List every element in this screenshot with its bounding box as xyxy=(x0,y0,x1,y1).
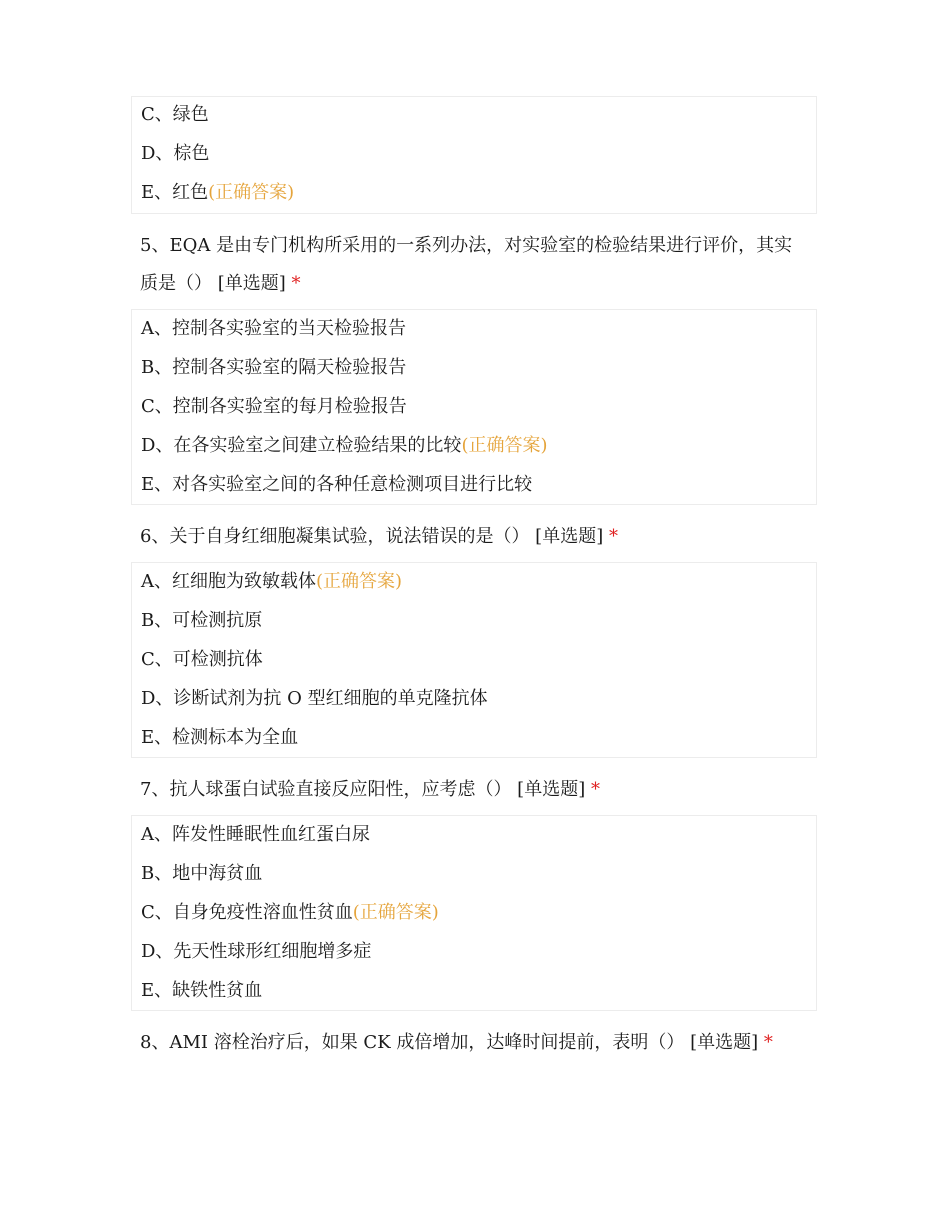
correct-answer-marker: (正确答案) xyxy=(316,571,403,592)
q7-option-b xyxy=(141,862,262,886)
required-marker: * xyxy=(590,779,600,800)
q5-option-e xyxy=(141,473,532,497)
option-text: A、控制各实验室的当天检验报告 xyxy=(141,318,406,339)
question-text: 5、EQA 是由专门机构所采用的一系列办法，对实验室的检验结果进行评价，其实 xyxy=(140,235,793,256)
q7-option-e xyxy=(141,979,262,1003)
q4-options-box xyxy=(131,96,817,214)
option-text: D、棕色 xyxy=(141,143,210,164)
option-text: C、自身免疫性溶血性贫血 xyxy=(141,902,353,923)
q7-options-box xyxy=(131,815,817,1011)
option-text: C、绿色 xyxy=(141,104,209,125)
correct-answer-marker: (正确答案) xyxy=(352,902,439,923)
q6-title xyxy=(140,525,815,549)
option-text: E、对各实验室之间的各种任意检测项目进行比较 xyxy=(141,474,533,495)
question-text: 7、抗人球蛋白试验直接反应阳性，应考虑（） [单选题] xyxy=(140,779,586,800)
q6-option-b xyxy=(141,609,262,633)
option-text: A、红细胞为致敏载体 xyxy=(141,571,316,592)
q6-option-a xyxy=(141,570,402,594)
question-text: 质是（） [单选题] xyxy=(140,273,286,294)
q4-option-e xyxy=(141,181,294,205)
q6-options-box xyxy=(131,562,817,758)
required-marker: * xyxy=(608,526,618,547)
q6-option-e xyxy=(141,726,298,750)
q5-options-box xyxy=(131,309,817,505)
q5-option-b xyxy=(141,356,406,380)
option-text: B、可检测抗原 xyxy=(141,610,263,631)
q5-option-a xyxy=(141,317,406,341)
question-text: 8、AMI 溶栓治疗后，如果 CK 成倍增加，达峰时间提前，表明（） [单选题] xyxy=(140,1032,759,1053)
option-text: A、阵发性睡眠性血红蛋白尿 xyxy=(141,824,370,845)
q6-option-c xyxy=(141,648,263,672)
option-text: E、检测标本为全血 xyxy=(141,727,299,748)
q7-option-a xyxy=(141,823,370,847)
q6-option-d xyxy=(141,687,488,711)
q4-option-c xyxy=(141,103,209,127)
q7-title xyxy=(140,778,815,802)
option-text: C、控制各实验室的每月检验报告 xyxy=(141,396,407,417)
q8-title xyxy=(140,1031,815,1055)
correct-answer-marker: (正确答案) xyxy=(461,435,548,456)
q5-option-c xyxy=(141,395,407,419)
option-text: E、红色 xyxy=(141,182,209,203)
question-text: 6、关于自身红细胞凝集试验，说法错误的是（） [单选题] xyxy=(140,526,604,547)
correct-answer-marker: (正确答案) xyxy=(208,182,295,203)
q5-option-d xyxy=(141,434,547,458)
option-text: C、可检测抗体 xyxy=(141,649,263,670)
q4-option-d xyxy=(141,142,209,166)
required-marker: * xyxy=(291,273,301,294)
option-text: D、先天性球形红细胞增多症 xyxy=(141,941,372,962)
option-text: E、缺铁性贫血 xyxy=(141,980,263,1001)
q7-option-d xyxy=(141,940,371,964)
q5-title-line1 xyxy=(140,234,815,258)
option-text: D、在各实验室之间建立检验结果的比较 xyxy=(141,435,462,456)
option-text: B、地中海贫血 xyxy=(141,863,263,884)
option-text: B、控制各实验室的隔天检验报告 xyxy=(141,357,407,378)
q5-title-line2 xyxy=(140,272,815,296)
required-marker: * xyxy=(763,1032,773,1053)
option-text: D、诊断试剂为抗 O 型红细胞的单克隆抗体 xyxy=(141,688,488,709)
q7-option-c xyxy=(141,901,439,925)
